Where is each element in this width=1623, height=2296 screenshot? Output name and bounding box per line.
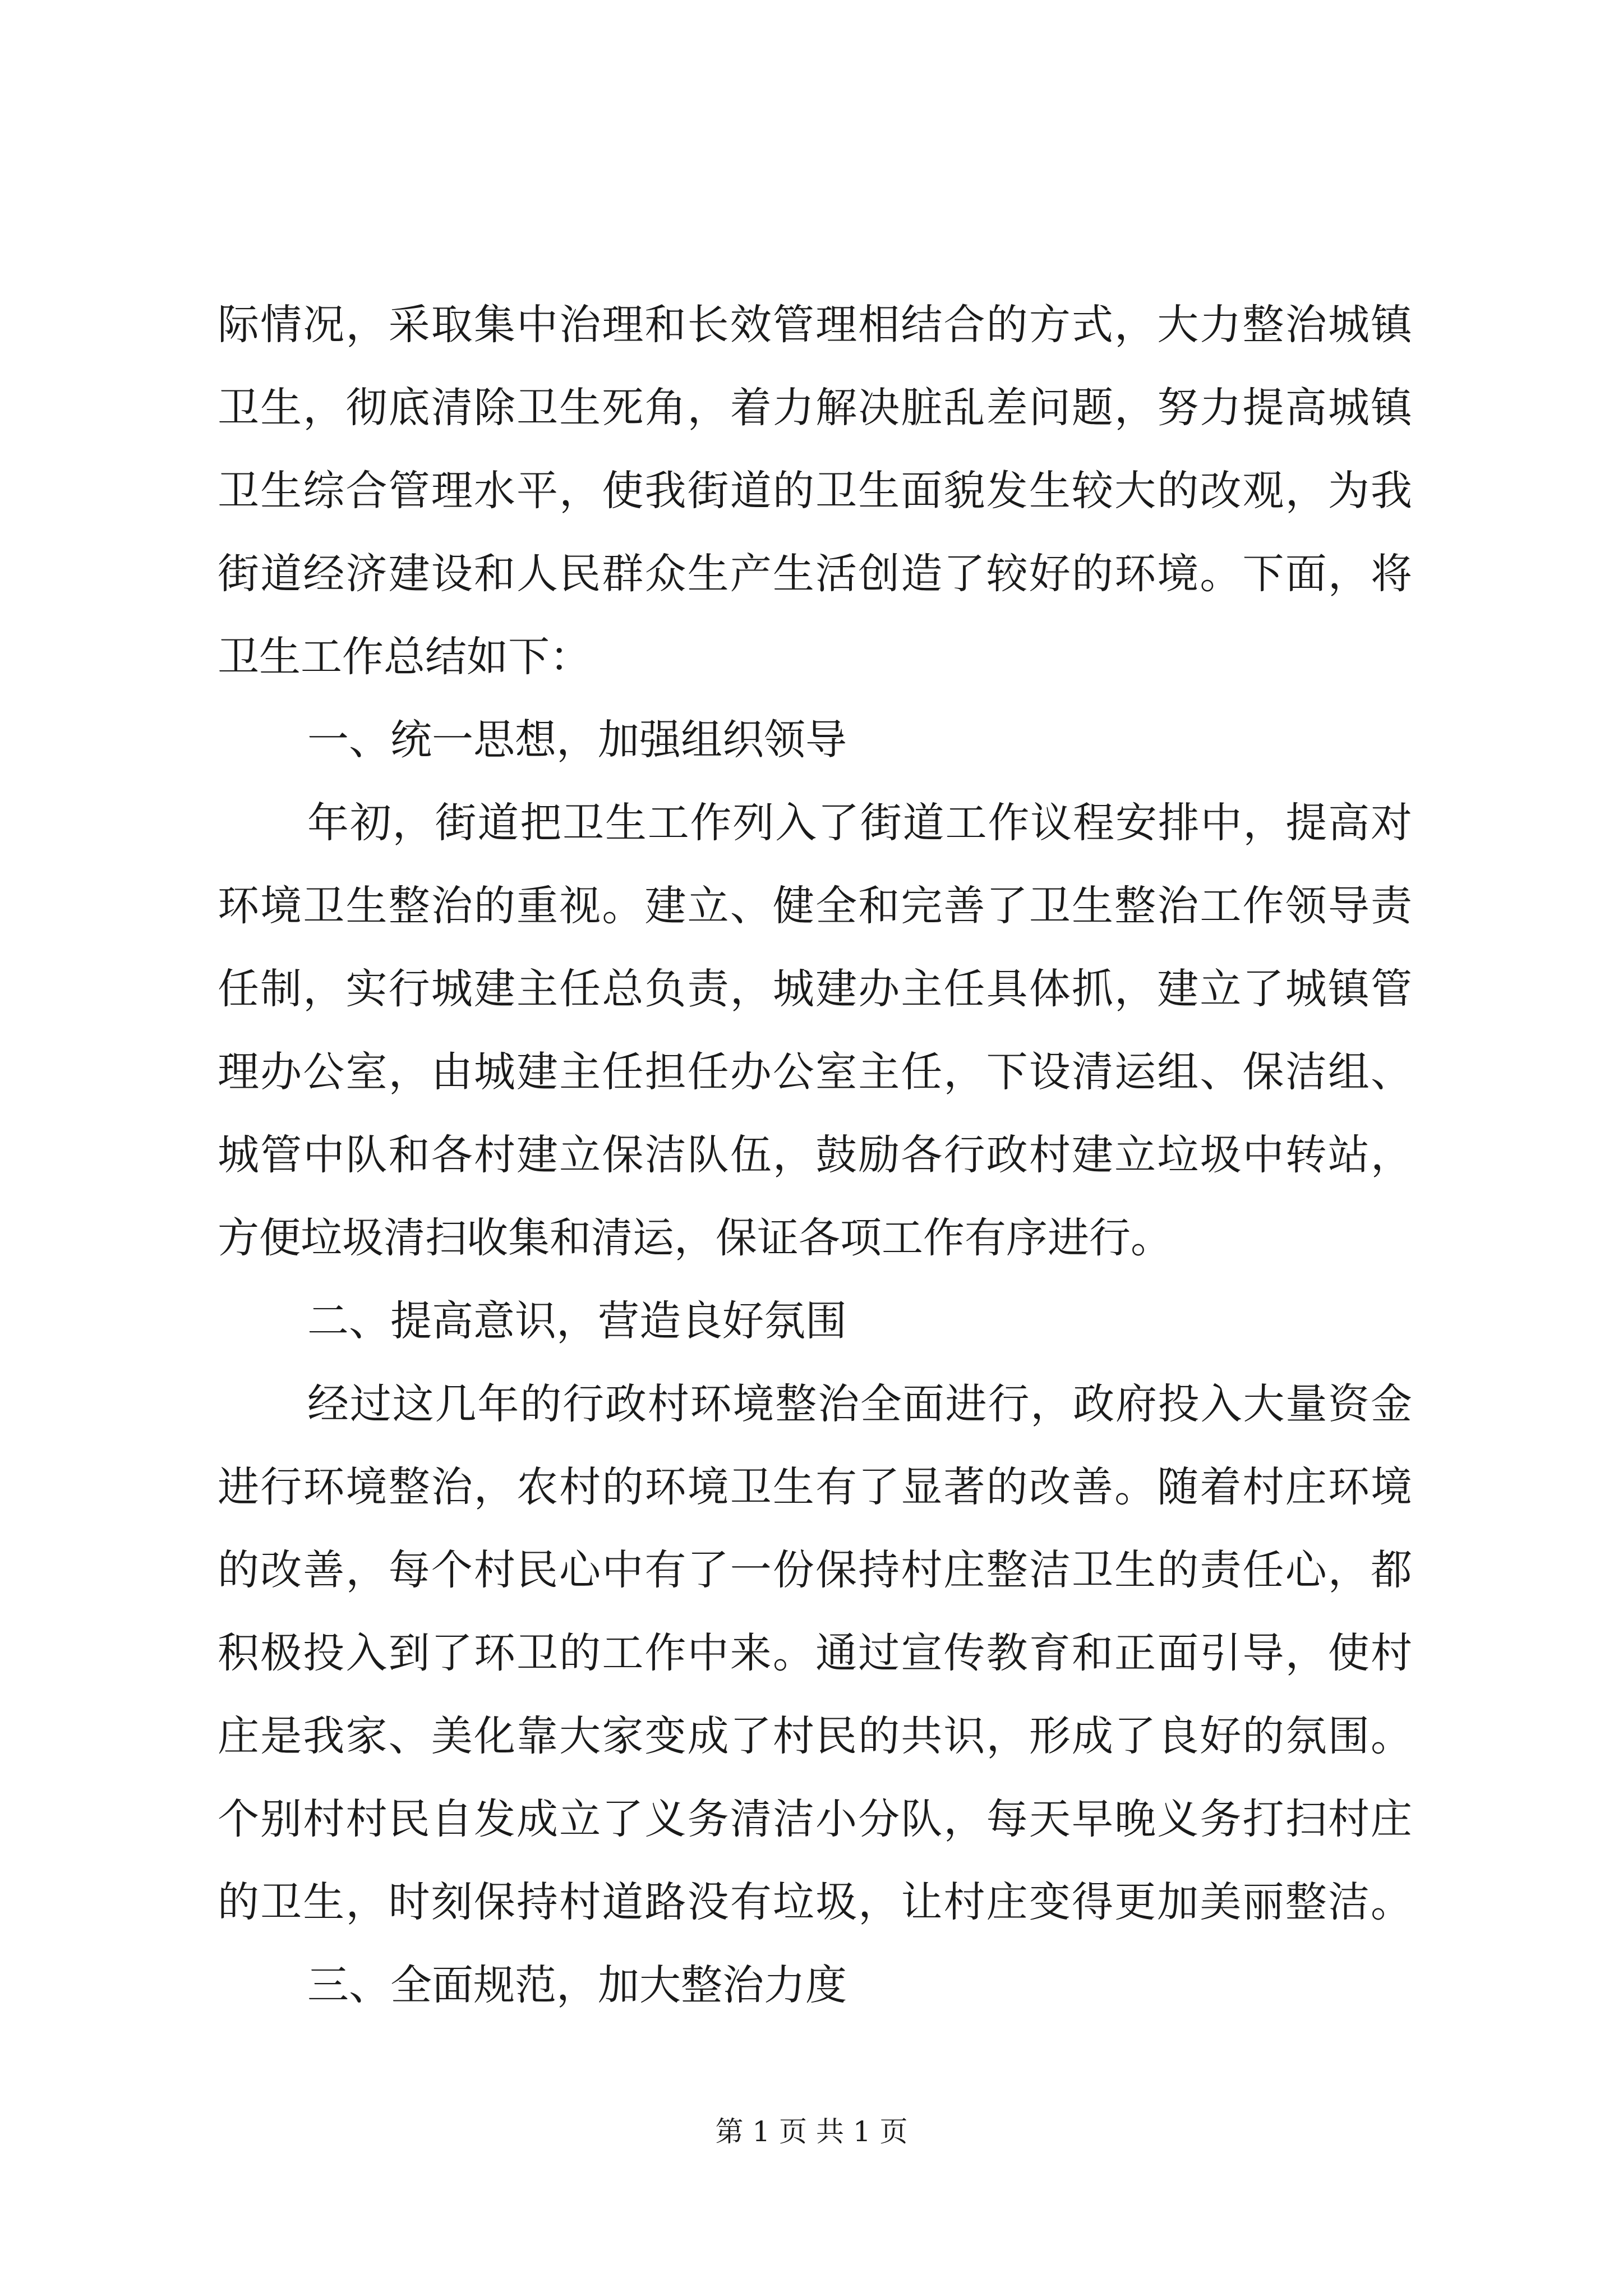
text-line: 卫生，彻底清除卫生死角，着力解决脏乱差问题，努力提高城镇 (218, 384, 1412, 432)
text-line: 卫生工作总结如下： (218, 633, 591, 681)
text-line: 街道经济建设和人民群众生产生活创造了较好的环境。下面，将 (218, 550, 1412, 598)
text-line: 年初，街道把卫生工作列入了街道工作议程安排中，提高对 (307, 799, 1412, 847)
text-line: 经过这几年的行政村环境整治全面进行，政府投入大量资金 (307, 1380, 1412, 1428)
document-body (218, 283, 1412, 2027)
text-line: 理办公室，由城建主任担任办公室主任，下设清运组、保洁组、 (218, 1048, 1412, 1096)
text-line: 二、提高意识，营造良好氛围 (307, 1297, 847, 1345)
text-line: 进行环境整治，农村的环境卫生有了显著的改善。随着村庄环境 (218, 1463, 1412, 1511)
text-line: 庄是我家、美化靠大家变成了村民的共识，形成了良好的氛围。 (218, 1712, 1412, 1760)
text-line: 任制，实行城建主任总负责，城建办主任具体抓，建立了城镇管 (218, 965, 1412, 1013)
text-line: 一、统一思想，加强组织领导 (307, 716, 847, 764)
text-line: 三、全面规范，加大整治力度 (307, 1961, 847, 2009)
text-line: 环境卫生整治的重视。建立、健全和完善了卫生整治工作领导责 (218, 882, 1412, 930)
page-footer: 第 1 页 共 1 页 (715, 2115, 908, 2148)
text-line: 个别村村民自发成立了义务清洁小分队，每天早晚义务打扫村庄 (218, 1795, 1412, 1843)
text-line: 城管中队和各村建立保洁队伍，鼓励各行政村建立垃圾中转站， (218, 1131, 1412, 1179)
text-line: 际情况，采取集中治理和长效管理相结合的方式，大力整治城镇 (218, 301, 1412, 349)
text-line: 的卫生，时刻保持村道路没有垃圾，让村庄变得更加美丽整洁。 (218, 1878, 1412, 1926)
text-line: 积极投入到了环卫的工作中来。通过宣传教育和正面引导，使村 (218, 1629, 1412, 1677)
text-line: 的改善，每个村民心中有了一份保持村庄整洁卫生的责任心，都 (218, 1546, 1412, 1594)
text-line: 方便垃圾清扫收集和清运，保证各项工作有序进行。 (218, 1214, 1172, 1262)
text-line: 卫生综合管理水平，使我街道的卫生面貌发生较大的改观，为我 (218, 467, 1412, 515)
